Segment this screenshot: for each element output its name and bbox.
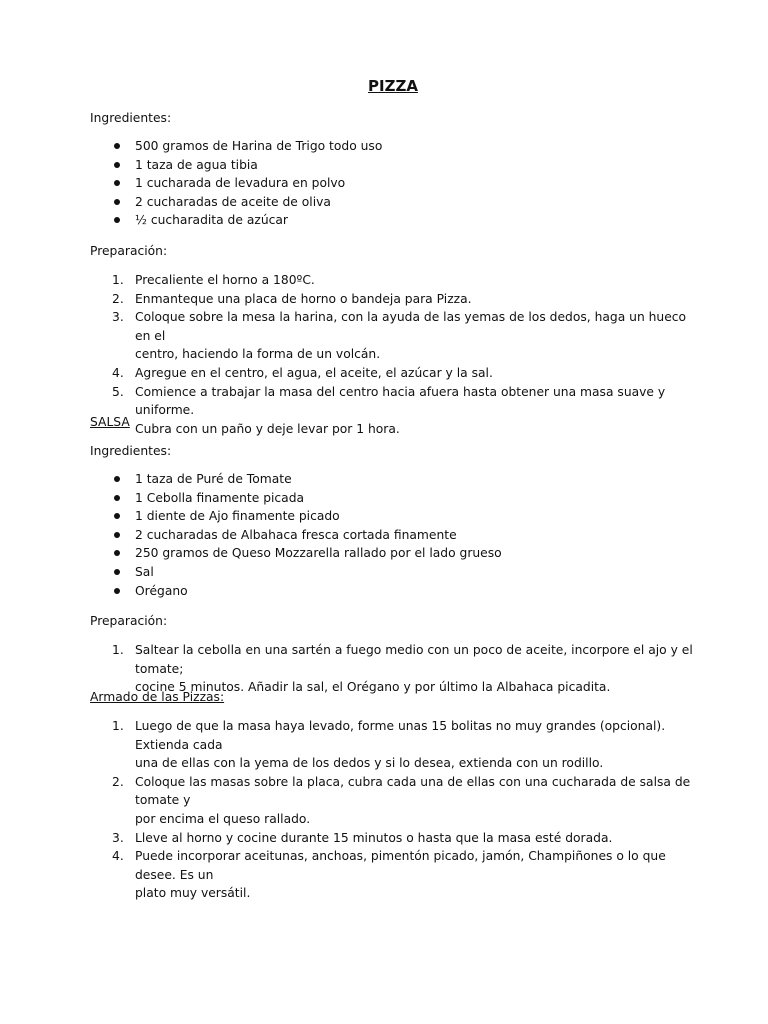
list-item: 2 cucharadas de Albahaca fresca cortada finamente [90,526,700,545]
step-text-line-2: una de ellas con la yema de los dedos y si lo desea, extienda con un rodillo. [135,756,604,771]
step-text: Agregue en el centro, el agua, el aceite, el azúcar y la sal. [135,365,493,380]
pizza-ingredients-section [90,109,700,127]
step-number: 4. [112,365,124,380]
list-item [90,271,700,290]
list-item [90,364,700,383]
page-title: PIZZA [368,77,418,95]
list-item: 1 taza de Puré de Tomate [90,470,700,489]
list-item: 500 gramos de Harina de Trigo todo uso [90,137,700,156]
step-text-line-1: Saltear la cebolla en una sartén a fuego medio con un poco de aceite, incorpore el ajo y el tomate; [135,643,693,676]
pizza-preparation-label: Preparación: [90,244,168,258]
step-number: 3. [112,830,124,845]
armado-heading: Armado de las Pizzas: [90,690,225,704]
step-text-line-2: centro, haciendo la forma de un volcán. [135,347,381,362]
step-text-line-2: Cubra con un paño y deje levar por 1 hora. [135,421,400,436]
step-text-line-1: Comience a trabajar la masa del centro hacia afuera hasta obtener una masa suave y uniforme. [135,384,666,418]
step-number: 4. [112,849,124,864]
step-text-line-1: Coloque sobre la mesa la harina, con la ayuda de las yemas de los dedos, haga un hueco en el [135,310,687,343]
salsa-ingredients-section [90,442,700,460]
step-text-line-1: Coloque las masas sobre la placa, cubra cada una de ellas con una cucharada de salsa de tomate y [135,774,691,808]
pizza-ingredients-list-wrap [90,137,700,230]
salsa-preparation-section [90,612,700,630]
pizza-ingredients-list [90,137,700,230]
list-item [90,773,700,829]
salsa-ingredients-label: Ingredientes: [90,444,172,458]
salsa-ingredients-list [90,470,700,600]
pizza-ingredients-label: Ingredientes: [90,111,172,125]
list-item: 1 Cebolla finamente picada [90,489,700,508]
list-item: Orégano [90,582,700,601]
salsa-heading: SALSA [90,415,130,429]
step-text-line-2: cocine 5 minutos. Añadir la sal, el Orégano y por último la Albahaca picadita. [135,680,611,695]
step-text-line-1: Luego de que la masa haya levado, forme unas 15 bolitas no muy grandes (opcional). Extienda cada [135,719,666,752]
salsa-heading-wrap [90,413,700,431]
salsa-ingredients-list-wrap [90,470,700,600]
step-number: 2. [112,291,124,306]
list-item: 1 taza de agua tibia [90,156,700,175]
step-text-line-2: plato muy versátil. [135,886,251,901]
list-item: 250 gramos de Queso Mozzarella rallado por el lado grueso [90,544,700,563]
pizza-preparation-section [90,242,700,260]
step-number: 2. [112,774,124,789]
list-item: 1 cucharada de levadura en polvo [90,174,700,193]
list-item [90,847,700,903]
step-text-line-1: Puede incorporar aceitunas, anchoas, pimentón picado, jamón, Champiñones o lo que desee. Es un [135,849,666,882]
list-item: ½ cucharadita de azúcar [90,211,700,230]
list-item: Sal [90,563,700,582]
list-item [90,717,700,773]
armado-steps-wrap [90,717,700,903]
list-item [90,308,700,364]
step-number: 1. [112,273,124,287]
list-item: 1 diente de Ajo finamente picado [90,507,700,526]
armado-steps-list [90,717,700,903]
step-number: 3. [112,310,124,325]
step-text: Enmanteque una placa de horno o bandeja para Pizza. [135,291,472,306]
armado-heading-wrap [90,688,700,706]
step-number: 1. [112,719,124,733]
step-text: Lleve al horno y cocine durante 15 minutos o hasta que la masa esté dorada. [135,830,613,845]
step-number: 1. [112,643,124,657]
step-text: Precaliente el horno a 180ºC. [135,273,315,287]
list-item [90,290,700,309]
salsa-preparation-label: Preparación: [90,614,168,628]
step-text-line-2: por encima el queso rallado. [135,811,311,826]
list-item [90,829,700,848]
step-number: 5. [112,384,124,399]
list-item: 2 cucharadas de aceite de oliva [90,193,700,212]
